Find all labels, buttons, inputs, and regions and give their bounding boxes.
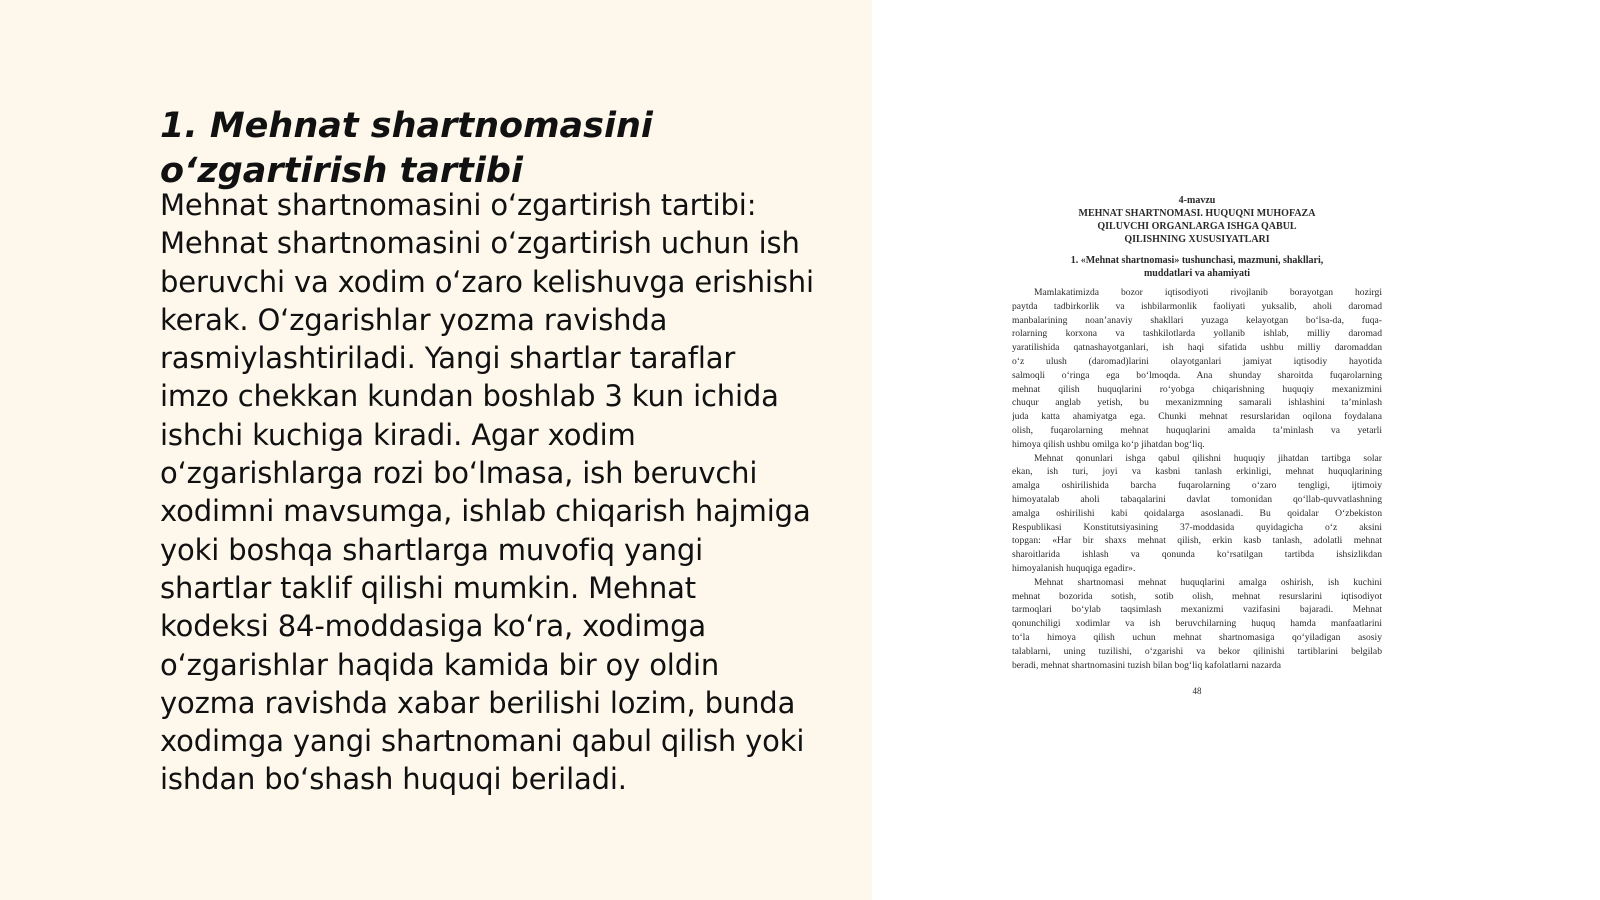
page-paragraph <box>1012 286 1382 452</box>
body-text-line: xodimga yangi shartnomani qabul qilish yoki <box>160 724 805 759</box>
page-paragraph <box>1012 452 1382 576</box>
page-paragraph <box>1012 576 1382 673</box>
page-paragraph-line: Mehnat shartnomasi mehnat huquqlarini amalga oshirish, ish kuchini <box>1034 576 1382 588</box>
page-heading-line: MEHNAT SHARTNOMASI. HUQUQNI MUHOFAZA <box>1078 208 1316 219</box>
body-text-line: imzo chekkan kundan boshlab 3 kun ichida <box>160 379 779 414</box>
page-heading-line: QILISHNING XUSUSIYATLARI <box>1124 234 1270 245</box>
body-text-line: o‘zgarishlar haqida kamida bir oy oldin <box>160 647 720 682</box>
page-paragraph-line: himoyalanish huquqiga egadir». <box>1012 562 1136 574</box>
page-paragraph-line: ekan, ish turi, joyi va kasbni tanlash erkinligi, mehnat huquqlarining <box>1012 466 1382 478</box>
page-paragraph-line: chuqur anglab yetish, bu mexanizmning samarali ishlashini ta’minlash <box>1012 397 1382 409</box>
body-text-line: beruvchi va xodim o‘zaro kelishuvga erishishi <box>160 264 814 299</box>
body-text-line: shartlar taklif qilishi mumkin. Mehnat <box>160 570 696 605</box>
body-text-line: yoki boshqa shartlarga muvofiq yangi <box>160 532 704 567</box>
page-paragraph-line: himoya qilish ushbu omilga ko‘p jihatdan bog‘liq. <box>1012 438 1205 450</box>
page-paragraph-line: himoyatalab aholi tabaqalarini davlat tomonidan qo‘llab-quvvatlashning <box>1012 493 1382 505</box>
page-paragraph-line: to‘la himoya qilish uchun mehnat shartnomasiga qo‘yiladigan asosiy <box>1012 631 1382 643</box>
body-text-line: rasmiylashtiriladi. Yangi shartlar taraflar <box>160 341 736 376</box>
scanned-book-page <box>1012 190 1382 720</box>
page-paragraph-line: tarmoqlari bo‘ylab taqsimlash mexanizmi vazifasini bajaradi. Mehnat <box>1012 604 1382 616</box>
page-heading-line: QILUVCHI ORGANLARGA ISHGA QABUL <box>1097 221 1297 232</box>
page-heading <box>1012 194 1382 246</box>
page-subheading-line: muddatlari va ahamiyati <box>1143 268 1251 279</box>
page-paragraph-line: talablarni, uning tuzilishi, o‘zgarishi va bekor qilinishi tartiblarini belgilab <box>1012 645 1382 657</box>
page-topic-label: 4-mavzu <box>1178 195 1216 206</box>
page-paragraph-line: sharoitlarida ishlash va qonunda ko‘rsatilgan tartibda ishsizlikdan <box>1012 549 1382 561</box>
page-paragraph-line: topgan: «Har bir shaxs mehnat qilish, erkin kasb tanlash, adolatli mehnat <box>1012 535 1382 547</box>
page-paragraph-line: beradi, mehnat shartnomasini tuzish bilan bog‘liq kafolatlarni nazarda <box>1012 659 1282 671</box>
page-paragraph-line: yaratilishida qatnashayotganlari, ish haqi sifatida ushbu milliy daromaddan <box>1012 342 1382 354</box>
page-paragraph-line: mehnat qilish huquqlarini ro‘yobga chiqarishning huquqiy mexanizmini <box>1012 383 1382 395</box>
page-paragraphs <box>1012 286 1382 672</box>
page-paragraph-line: paytda tadbirkorlik va ishbilarmonlik faoliyati yuksalib, aholi daromad <box>1012 300 1382 312</box>
body-text-line: kodeksi 84-moddasiga ko‘ra, xodimga <box>160 609 706 644</box>
body-text-line: yozma ravishda xabar berilishi lozim, bunda <box>160 685 796 720</box>
slide-body-text <box>160 186 850 799</box>
page-subheading-line: 1. «Mehnat shartnomasi» tushunchasi, mazmuni, shakllari, <box>1070 255 1324 266</box>
page-paragraph-line: amalga oshirilishida barcha fuqarolarning o‘zaro tengligi, ijtimoiy <box>1012 480 1382 492</box>
page-paragraph-line: rolarning korxona va tashkilotlarda yollanib ishlab, milliy daromad <box>1012 328 1382 340</box>
page-paragraph-line: manbalarining noan’anaviy shakllari yuzaga kelayotgan bo‘lsa-da, fuqa- <box>1012 314 1382 326</box>
body-text-line: Mehnat shartnomasini o‘zgartirish uchun ish <box>160 226 800 261</box>
page-paragraph-line: mehnat bozorida sotish, sotib olish, mehnat resurslarini iqtisodiyot <box>1012 590 1382 602</box>
page-paragraph-line: juda katta ahamiyatga ega. Chunki mehnat resurslaridan oqilona foydalana <box>1012 411 1382 423</box>
page-paragraph-line: salmoqli o‘ringa ega bo‘lmoqda. Ana shunday sharoitda fuqarolarning <box>1012 369 1382 381</box>
body-text-line: ishchi kuchiga kiradi. Agar xodim <box>160 417 636 452</box>
page-paragraph-line: olish, fuqarolarning mehnat huquqlarini amalda ta’minlash va yetarli <box>1012 424 1382 436</box>
page-paragraph-line: o‘z ulush (daromad)larini olayotganlari jamiyat iqtisodiy hayotida <box>1012 355 1382 367</box>
page-paragraph-line: qonunchiligi xodimlar va ish beruvchilarning huquq hamda manfaatlarini <box>1012 618 1382 630</box>
page-paragraph-line: Respublikasi Konstitutsiyasining 37-moddasida quyidagicha o‘z aksini <box>1012 521 1382 533</box>
body-text-line: Mehnat shartnomasini o‘zgartirish tartibi: <box>160 188 757 222</box>
body-text-line: kerak. O‘zgarishlar yozma ravishda <box>160 302 668 337</box>
page-subheading <box>1012 254 1382 280</box>
page-paragraph-line: Mehnat qonunlari ishga qabul qilishni huquqiy jihatdan tartibga solar <box>1034 452 1382 464</box>
page-paragraph-line: amalga oshirilishi kabi qoidalarga asoslanadi. Bu qoidalar O‘zbekiston <box>1012 507 1382 519</box>
body-text-line: o‘zgarishlarga rozi bo‘lmasa, ish beruvchi <box>160 456 758 491</box>
body-text-line: ishdan bo‘shash huquqi beriladi. <box>160 762 627 797</box>
page-paragraph-line: Mamlakatimizda bozor iqtisodiyoti rivojlanib borayotgan hozirgi <box>1034 287 1382 298</box>
page-number: 48 <box>1192 686 1202 697</box>
slide-title: 1. Mehnat shartnomasini o‘zgartirish tartibi <box>160 106 653 191</box>
body-text-line: xodimni mavsumga, ishlab chiqarish hajmiga <box>160 494 811 529</box>
